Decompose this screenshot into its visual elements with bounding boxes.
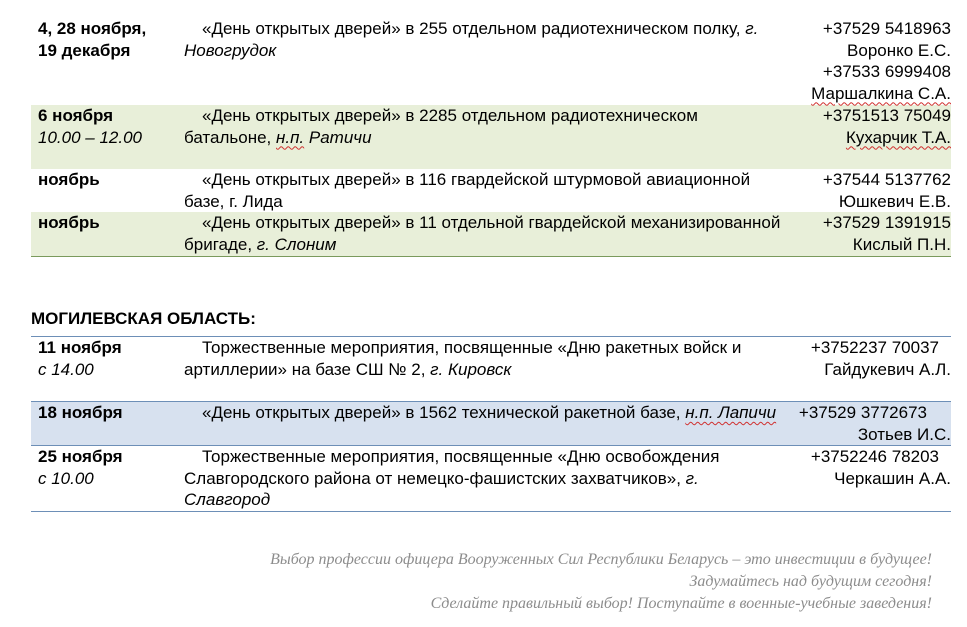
contact-phone: +37529 3772673 xyxy=(798,403,927,422)
event-contacts xyxy=(784,337,951,402)
slogan-line: Сделайте правильный выбор! Поступайте в военные-учебные заведения! xyxy=(430,595,932,612)
event-description: «День открытых дверей» в 116 гвардейской штурмовой авиационной базе, г. Лида xyxy=(184,170,751,211)
contact-name: Черкашин А.А. xyxy=(834,468,951,488)
contact-phone: +3752237 70037 xyxy=(810,338,939,357)
table-row xyxy=(31,402,951,446)
contact-name: Воронко Е.С. xyxy=(847,40,951,60)
table-row xyxy=(31,105,951,169)
event-description: Торжественные мероприятия, посвященные «Дню освобождения Славгородского района от немецко-фашистских захватчиков», г. Славгород xyxy=(184,447,720,509)
events-table-grodno xyxy=(31,18,951,257)
table-row xyxy=(31,337,951,402)
event-contacts xyxy=(784,18,951,105)
contact-name: Маршалкина С.А. xyxy=(811,83,951,103)
contact-name: Зотьев И.С. xyxy=(857,424,951,444)
contact-phone: +37529 1391915 xyxy=(822,213,951,232)
event-date: 11 ноября с 14.00 xyxy=(38,338,122,379)
section-heading-mogilev: МОГИЛЕВСКАЯ ОБЛАСТЬ: xyxy=(31,309,256,328)
contact-phone: +3751513 75049 xyxy=(822,106,951,125)
contact-phone: +37533 6999408 xyxy=(822,62,951,81)
event-contacts xyxy=(784,446,951,512)
table-row xyxy=(31,18,951,105)
event-contacts xyxy=(784,169,951,212)
event-date: ноябрь xyxy=(38,170,100,189)
events-table-mogilev xyxy=(31,336,951,512)
slogan-line: Задумайтесь над будущим сегодня! xyxy=(689,573,932,590)
contact-name: Гайдукевич А.Л. xyxy=(824,359,951,379)
event-contacts xyxy=(784,105,951,169)
contact-name: Кухарчик Т.А. xyxy=(845,127,951,147)
event-description: Торжественные мероприятия, посвященные «Дню ракетных войск и артиллерии» на базе СШ № 2, г. Кировск xyxy=(184,338,742,379)
contact-phone: +37544 5137762 xyxy=(822,170,951,189)
event-description: «День открытых дверей» в 255 отдельном радиотехническом полку, г. Новогрудок xyxy=(184,19,759,60)
contact-phone: +37529 5418963 xyxy=(822,19,951,38)
event-date: 18 ноября xyxy=(38,403,123,422)
table-row xyxy=(31,169,951,212)
event-date: ноябрь xyxy=(38,213,100,232)
event-date: 4, 28 ноября, 19 декабря xyxy=(38,19,147,60)
contact-phone: +3752246 78203 xyxy=(810,447,939,466)
event-contacts xyxy=(784,402,951,446)
event-contacts xyxy=(784,212,951,256)
closing-slogan xyxy=(270,549,932,615)
contact-name: Юшкевич Е.В. xyxy=(838,191,951,211)
table-row xyxy=(31,446,951,512)
slogan-line: Выбор профессии офицера Вооруженных Сил Республики Беларусь – это инвестиции в будущее! xyxy=(270,551,932,568)
event-description: «День открытых дверей» в 11 отдельной гвардейской механизированной бригаде, г. Слоним xyxy=(184,213,781,254)
event-date: 25 ноября с 10.00 xyxy=(38,447,123,488)
event-description: «День открытых дверей» в 2285 отдельном радиотехническом батальоне, н.п. Ратичи xyxy=(184,106,698,147)
event-description: «День открытых дверей» в 1562 технической ракетной базе, н.п. Лапичи xyxy=(202,403,777,422)
table-row xyxy=(31,212,951,256)
contact-name: Кислый П.Н. xyxy=(852,234,951,254)
event-date: 6 ноября 10.00 – 12.00 xyxy=(38,106,142,147)
